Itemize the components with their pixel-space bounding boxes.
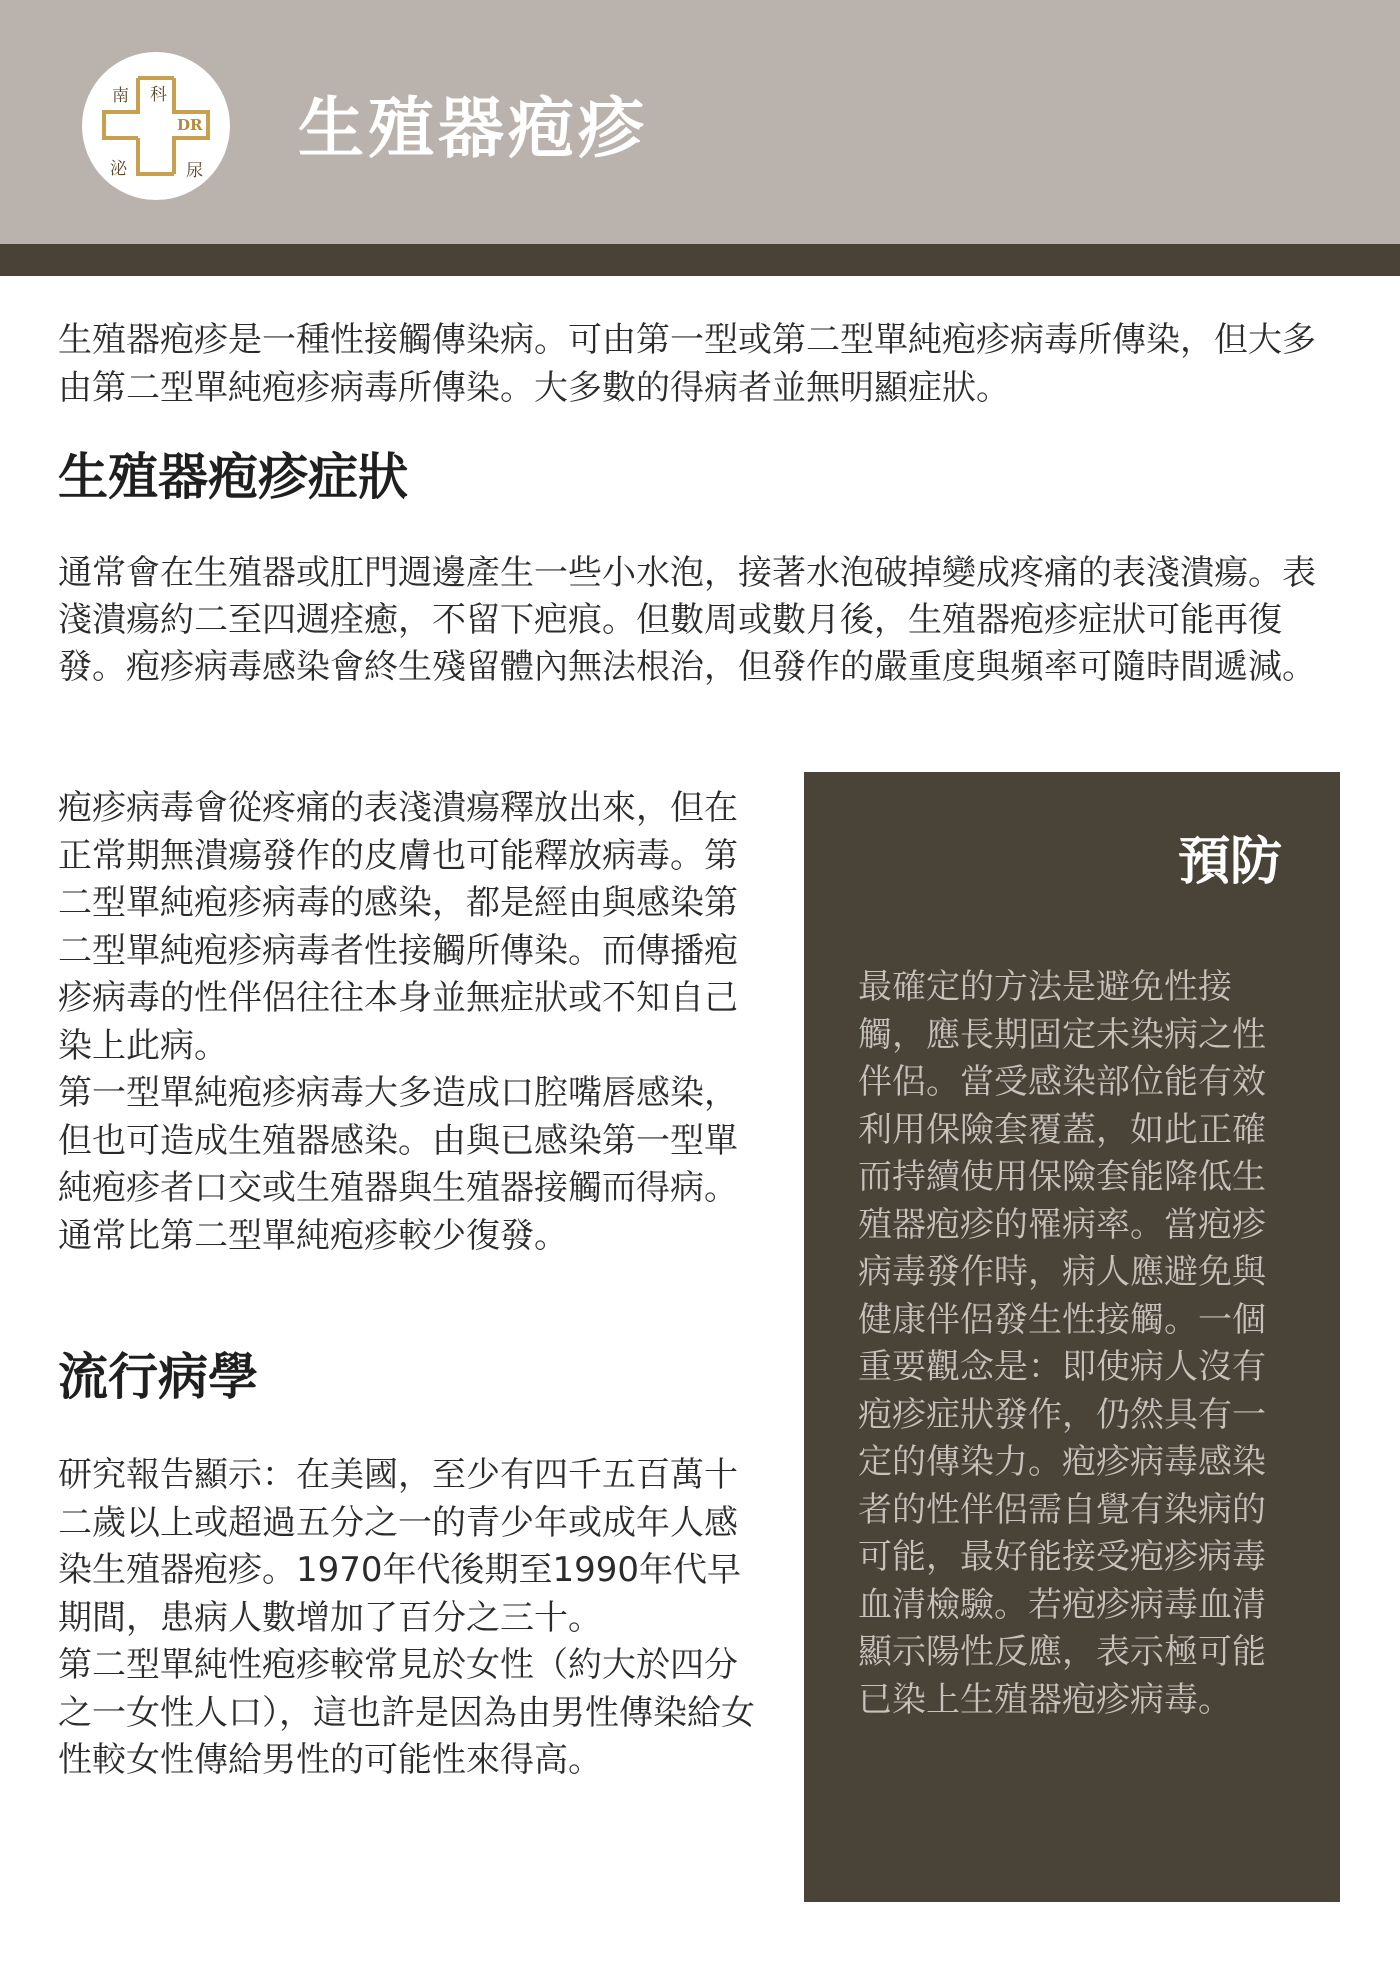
- epidemiology-section: [58, 1452, 758, 1785]
- epidemiology-heading: 流行病學: [58, 1348, 258, 1406]
- logo-char: 尿: [186, 161, 203, 181]
- epidemiology-paragraph-2: 第二型單純性疱疹較常見於女性（約大於四分之一女性人口），這也許是因為由男性傳染給女性較女性傳給男性的可能性來得高。: [58, 1645, 755, 1780]
- header-divider-bar: [0, 244, 1400, 276]
- transmission-section: [58, 785, 758, 1260]
- page-title: 生殖器疱疹: [298, 90, 648, 167]
- logo-char: 泌: [110, 159, 127, 179]
- transmission-paragraph-2: 第一型單純疱疹病毒大多造成口腔嘴唇感染，但也可造成生殖器感染。由與已感染第一型單純疱疹者口交或生殖器與生殖器接觸而得病。通常比第二型單純疱疹較少復發。: [58, 1073, 738, 1256]
- intro-paragraph: 生殖器疱疹是一種性接觸傳染病。可由第一型或第二型單純疱疹病毒所傳染，但大多由第二型單純疱疹病毒所傳染。大多數的得病者並無明顯症狀。: [58, 320, 1316, 408]
- clinic-logo: [82, 52, 230, 200]
- logo-char: 科: [150, 85, 167, 105]
- logo-badge: DR: [177, 116, 203, 134]
- symptoms-heading: 生殖器疱疹症狀: [58, 448, 408, 506]
- symptoms-paragraph: 通常會在生殖器或肛門週邊產生一些小水泡，接著水泡破掉變成疼痛的表淺潰瘍。表淺潰瘍約二至四週痊癒，不留下疤痕。但數周或數月後，生殖器疱疹症狀可能再復發。疱疹病毒感染會終生殘留體內無法根治，但發作的嚴重度與頻率可隨時間遞減。: [58, 553, 1316, 687]
- header-banner: [0, 0, 1400, 244]
- prevention-paragraph: 最確定的方法是避免性接觸，應長期固定未染病之性伴侶。當受感染部位能有效利用保險套覆蓋，如此正確而持續使用保險套能降低生殖器疱疹的罹病率。當疱疹病毒發作時，病人應避免與健康伴侶發生性接觸。一個重要觀念是：即使病人沒有疱疹症狀發作，仍然具有一 定的傳染力。疱疹病毒感染者的性伴侶需自覺有染病的可能，最好能接受疱疹病毒血清檢驗。若疱疹病毒血清顯示陽性反應，表示極可能已染上生殖器疱疹病毒。: [858, 967, 1266, 1720]
- logo-cross-icon: [82, 52, 230, 200]
- prevention-heading: 預防: [1177, 832, 1282, 892]
- epidemiology-paragraph-1: 研究報告顯示：在美國，至少有四千五百萬十二歲以上或超過五分之一的青少年或成年人感染生殖器疱疹。1970年代後期至1990年代早期間，患病人數增加了百分之三十。: [58, 1455, 742, 1638]
- logo-char: 南: [112, 86, 129, 106]
- transmission-paragraph-1: 疱疹病毒會從疼痛的表淺潰瘍釋放出來，但在正常期無潰瘍發作的皮膚也可能釋放病毒。第二型單純疱疹病毒的感染，都是經由與感染第二型單純疱疹病毒者性接觸所傳染。而傳播疱疹病毒的性伴侶往往本身並無症狀或不知自己染上此病。: [58, 788, 738, 1066]
- prevention-box: [804, 772, 1340, 1902]
